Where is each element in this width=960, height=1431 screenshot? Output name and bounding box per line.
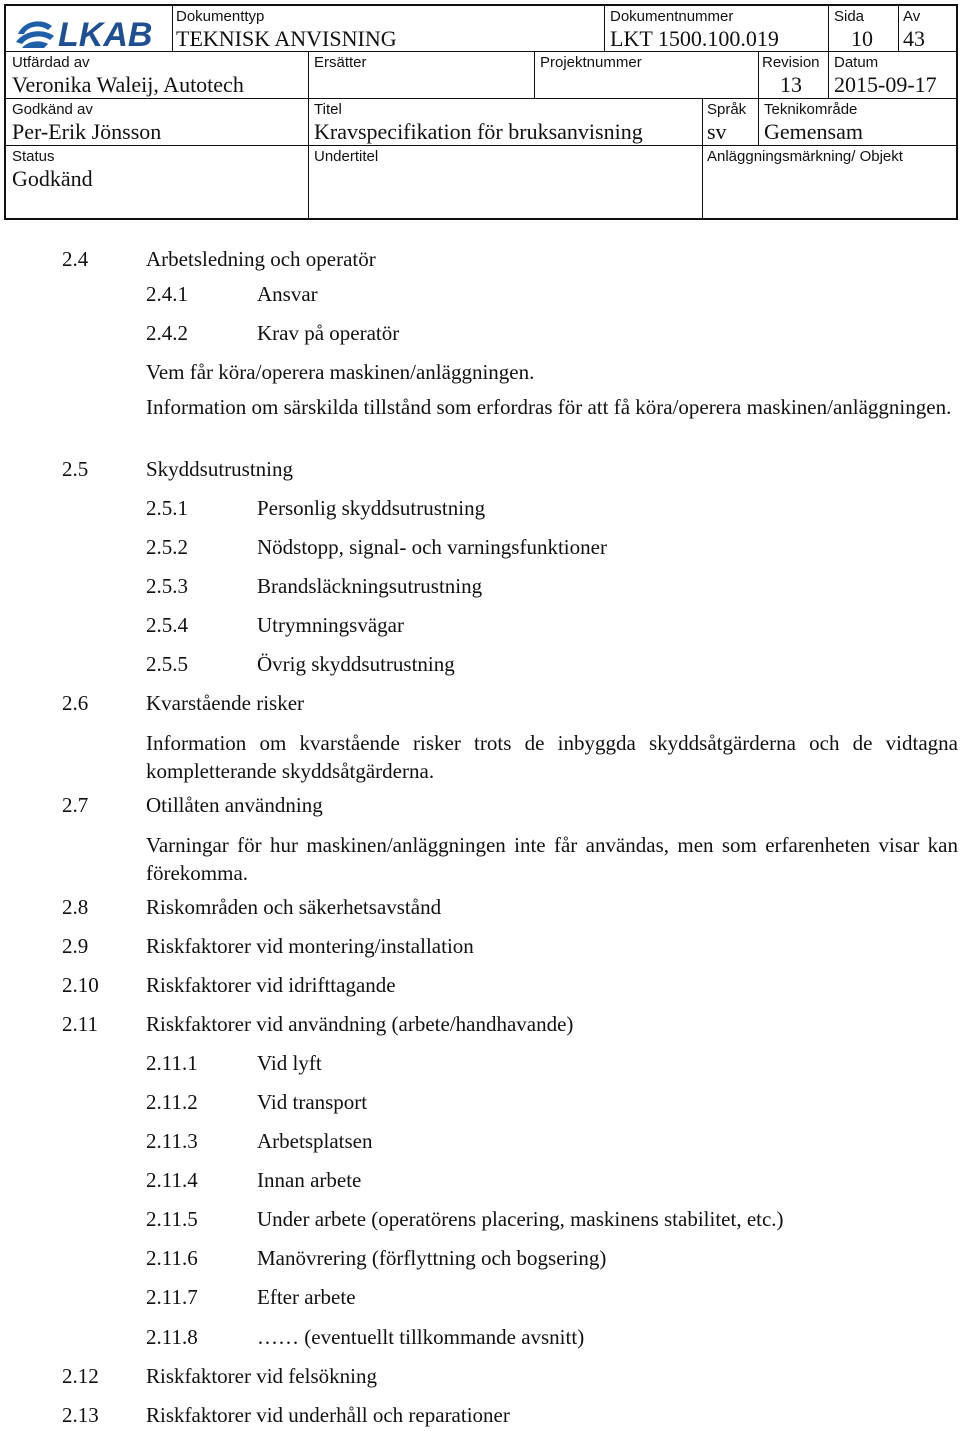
subsection-number: 2.11.3 xyxy=(146,1129,198,1153)
subsection-title: Brandsläckningsutrustning xyxy=(257,574,483,598)
approved-by-value: Per-Erik Jönsson xyxy=(12,119,162,144)
page-label: Sida xyxy=(834,8,865,25)
section-number: 2.13 xyxy=(62,1403,99,1427)
subsection-number: 2.11.2 xyxy=(146,1090,198,1114)
section-number: 2.4 xyxy=(62,247,89,271)
subsection-title: Ansvar xyxy=(257,282,318,306)
section-number: 2.10 xyxy=(62,973,99,997)
subsection-title: Under arbete (operatörens placering, maskinens stabilitet, etc.) xyxy=(257,1207,784,1231)
subsection-title: Utrymningsvägar xyxy=(257,613,404,637)
date-label: Datum xyxy=(834,54,879,71)
title-value: Kravspecifikation för bruksanvisning xyxy=(314,119,643,144)
paragraph: Information om särskilda tillstånd som erfordras för att få köra/operera maskinen/anläggningen. xyxy=(146,395,952,419)
subsection-title: Innan arbete xyxy=(257,1168,362,1192)
subsection-number: 2.5.4 xyxy=(146,613,188,637)
lkab-logo xyxy=(14,12,174,52)
section-title: Riskfaktorer vid felsökning xyxy=(146,1364,377,1388)
date-value: 2015-09-17 xyxy=(834,72,937,97)
subsection-number: 2.5.1 xyxy=(146,496,188,520)
issued-by-label: Utfärdad av xyxy=(12,54,90,71)
paragraph: Information om kvarstående risker trots de inbyggda skyddsåtgärderna och de vidtagna kompletterande skyddsåtgärderna. xyxy=(146,731,958,783)
subsection-title: …… (eventuellt tillkommande avsnitt) xyxy=(257,1325,585,1349)
language-label: Språk xyxy=(707,101,747,118)
tech-area-value: Gemensam xyxy=(764,119,863,144)
section-title: Riskfaktorer vid användning (arbete/handhavande) xyxy=(146,1012,574,1036)
subsection-title: Manövrering (förflyttning och bogsering) xyxy=(257,1246,607,1270)
plant-label: Anläggningsmärkning/ Objekt xyxy=(707,148,903,165)
subsection-number: 2.11.7 xyxy=(146,1285,198,1309)
section-number: 2.8 xyxy=(62,895,89,919)
subsection-title: Krav på operatör xyxy=(257,321,400,345)
subsection-title: Efter arbete xyxy=(257,1285,356,1309)
subsection-number: 2.4.2 xyxy=(146,321,188,345)
revision-label: Revision xyxy=(762,54,820,71)
paragraph: Vem får köra/operera maskinen/anläggningen. xyxy=(146,360,535,384)
section-number: 2.12 xyxy=(62,1364,99,1388)
subsection-number: 2.11.1 xyxy=(146,1051,198,1075)
doc-type-value: TEKNISK ANVISNING xyxy=(176,26,397,51)
subsection-number: 2.11.4 xyxy=(146,1168,198,1192)
doc-number-label: Dokumentnummer xyxy=(610,8,734,25)
of-label: Av xyxy=(903,8,921,25)
doc-number-value: LKT 1500.100.019 xyxy=(610,26,779,51)
tech-area-label: Teknikområde xyxy=(764,101,858,118)
logo-text: LKAB xyxy=(58,16,153,52)
status-value: Godkänd xyxy=(12,166,93,191)
subsection-number: 2.11.6 xyxy=(146,1246,198,1270)
section-title: Riskfaktorer vid idrifttagande xyxy=(146,973,396,997)
project-label: Projektnummer xyxy=(540,54,642,71)
subsection-number: 2.11.5 xyxy=(146,1207,198,1231)
subsection-number: 2.11.8 xyxy=(146,1325,198,1349)
subsection-number: 2.5.5 xyxy=(146,652,188,676)
section-title: Riskfaktorer vid underhåll och reparationer xyxy=(146,1403,510,1427)
subtitle-label: Undertitel xyxy=(314,148,379,165)
subsection-number: 2.4.1 xyxy=(146,282,188,306)
section-number: 2.6 xyxy=(62,691,89,715)
replaces-label: Ersätter xyxy=(314,54,367,71)
document-header xyxy=(4,4,958,220)
section-number: 2.9 xyxy=(62,934,89,958)
section-number: 2.7 xyxy=(62,793,89,817)
subsection-title: Personlig skyddsutrustning xyxy=(257,496,486,520)
status-label: Status xyxy=(12,148,55,165)
issued-by-value: Veronika Waleij, Autotech xyxy=(12,72,244,97)
approved-by-label: Godkänd av xyxy=(12,101,93,118)
subsection-title: Vid lyft xyxy=(257,1051,322,1075)
section-title: Kvarstående risker xyxy=(146,691,305,715)
page-value: 10 xyxy=(851,26,873,51)
section-title: Skyddsutrustning xyxy=(146,457,294,481)
paragraph: Varningar för hur maskinen/anläggningen inte får användas, men som erfarenheten visar kan förekomma. xyxy=(146,833,958,885)
revision-value: 13 xyxy=(780,72,802,97)
subsection-number: 2.5.2 xyxy=(146,535,188,559)
doc-type-label: Dokumenttyp xyxy=(176,8,265,25)
section-number: 2.11 xyxy=(62,1012,98,1036)
section-title: Arbetsledning och operatör xyxy=(146,247,376,271)
language-value: sv xyxy=(707,119,727,144)
subsection-number: 2.5.3 xyxy=(146,574,188,598)
subsection-title: Nödstopp, signal- och varningsfunktioner xyxy=(257,535,607,559)
section-title: Otillåten användning xyxy=(146,793,323,817)
subsection-title: Vid transport xyxy=(257,1090,368,1114)
section-title: Riskområden och säkerhetsavstånd xyxy=(146,895,442,919)
of-value: 43 xyxy=(903,26,925,51)
title-label: Titel xyxy=(314,101,342,118)
section-title: Riskfaktorer vid montering/installation xyxy=(146,934,474,958)
subsection-title: Övrig skyddsutrustning xyxy=(257,652,455,676)
section-number: 2.5 xyxy=(62,457,89,481)
subsection-title: Arbetsplatsen xyxy=(257,1129,373,1153)
